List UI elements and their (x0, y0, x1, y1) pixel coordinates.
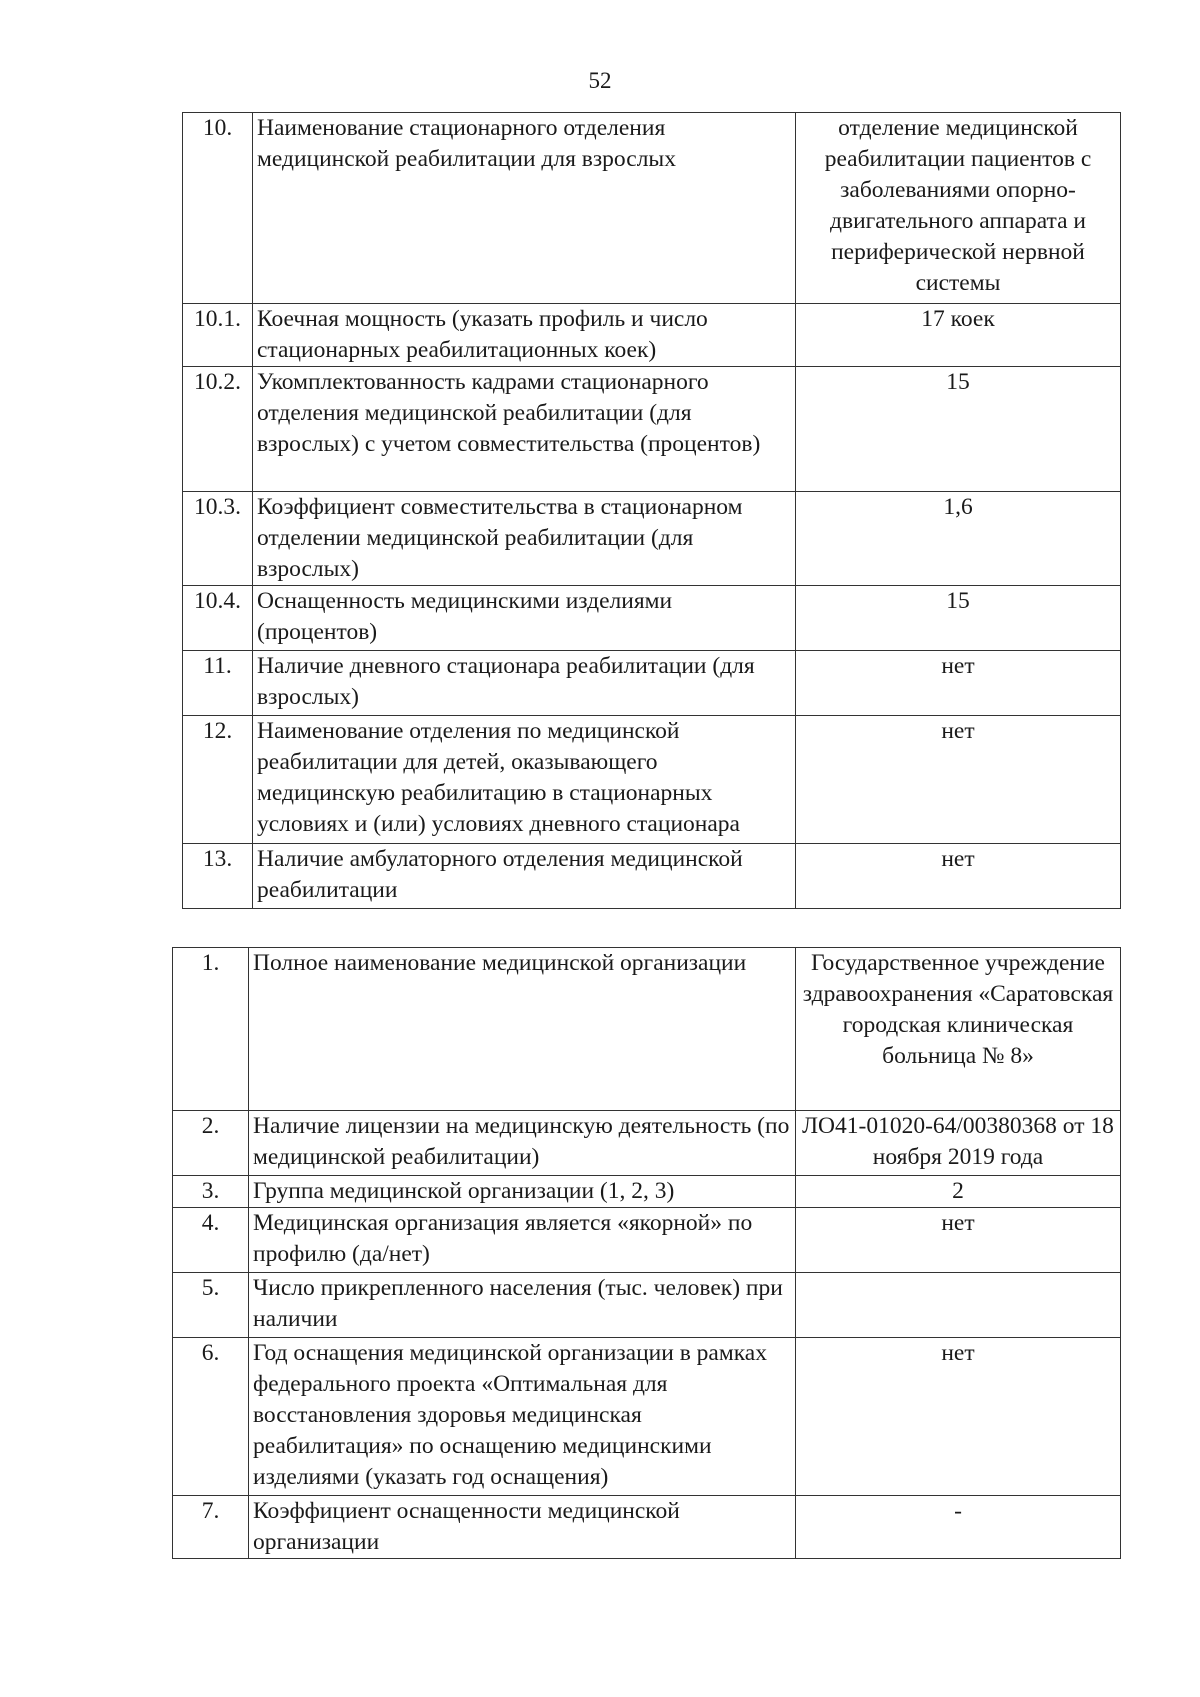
row-value: нет (796, 651, 1121, 716)
table-row (173, 948, 1121, 1111)
row-number: 10.1. (183, 304, 253, 367)
row-label: Укомплектованность кадрами стационарного отделения медицинской реабилитации (для взрослых) с учетом совместительства (процентов) (253, 367, 796, 492)
table-row (173, 1111, 1121, 1176)
table-row (173, 1176, 1121, 1208)
row-value: ЛО41-01020-64/00380368 от 18 ноября 2019 года (796, 1111, 1121, 1176)
row-label: Год оснащения медицинской организации в рамках федерального проекта «Оптимальная для восстановления здоровья медицинская реабилитация» по оснащению медицинскими изделиями (указать год оснащения) (249, 1338, 796, 1496)
row-value: 17 коек (796, 304, 1121, 367)
row-number: 3. (173, 1176, 249, 1208)
row-number: 12. (183, 716, 253, 844)
row-number: 13. (183, 844, 253, 909)
row-value: 2 (796, 1176, 1121, 1208)
page-number: 52 (588, 68, 612, 93)
table-row (173, 1496, 1121, 1559)
row-number: 2. (173, 1111, 249, 1176)
row-number: 11. (183, 651, 253, 716)
table-row (183, 113, 1121, 304)
row-value: нет (796, 716, 1121, 844)
table-row (173, 1273, 1121, 1338)
row-number: 10.4. (183, 586, 253, 651)
row-value: Государственное учреждение здравоохранения «Саратовская городская клиническая больница № 8» (796, 948, 1121, 1111)
row-label: Полное наименование медицинской организации (249, 948, 796, 1111)
row-value: 1,6 (796, 492, 1121, 586)
row-value (796, 1273, 1121, 1338)
row-label: Группа медицинской организации (1, 2, 3) (249, 1176, 796, 1208)
table-row (173, 1208, 1121, 1273)
row-label: Наименование стационарного отделения медицинской реабилитации для взрослых (253, 113, 796, 304)
row-label: Медицинская организация является «якорной» по профилю (да/нет) (249, 1208, 796, 1273)
row-value: 15 (796, 367, 1121, 492)
row-label: Коэффициент совместительства в стационарном отделении медицинской реабилитации (для взрослых) (253, 492, 796, 586)
row-value: отделение медицинской реабилитации пациентов с заболеваниями опорно-двигательного аппарата и периферической нервной системы (796, 113, 1121, 304)
row-label: Наличие лицензии на медицинскую деятельность (по медицинской реабилитации) (249, 1111, 796, 1176)
row-number: 10. (183, 113, 253, 304)
row-value: - (796, 1496, 1121, 1559)
table-row (173, 1338, 1121, 1496)
row-label: Наличие дневного стационара реабилитации (для взрослых) (253, 651, 796, 716)
row-value: нет (796, 1208, 1121, 1273)
table-row (183, 716, 1121, 844)
row-label: Оснащенность медицинскими изделиями (процентов) (253, 586, 796, 651)
row-label: Наименование отделения по медицинской реабилитации для детей, оказывающего медицинскую реабилитацию в стационарных условиях и (или) условиях дневного стационара (253, 716, 796, 844)
row-label: Коэффициент оснащенности медицинской организации (249, 1496, 796, 1559)
table-row (183, 844, 1121, 909)
rehabilitation-department-table (182, 112, 1121, 909)
table-row (183, 586, 1121, 651)
row-number: 4. (173, 1208, 249, 1273)
row-number: 1. (173, 948, 249, 1111)
row-value: нет (796, 844, 1121, 909)
row-label: Наличие амбулаторного отделения медицинской реабилитации (253, 844, 796, 909)
table-row (183, 651, 1121, 716)
row-number: 10.3. (183, 492, 253, 586)
table-row (183, 304, 1121, 367)
row-number: 7. (173, 1496, 249, 1559)
row-value: нет (796, 1338, 1121, 1496)
row-value: 15 (796, 586, 1121, 651)
row-label: Число прикрепленного населения (тыс. человек) при наличии (249, 1273, 796, 1338)
table-row (183, 367, 1121, 492)
row-number: 10.2. (183, 367, 253, 492)
row-number: 6. (173, 1338, 249, 1496)
medical-organization-table (172, 947, 1121, 1559)
table-row (183, 492, 1121, 586)
row-number: 5. (173, 1273, 249, 1338)
row-label: Коечная мощность (указать профиль и число стационарных реабилитационных коек) (253, 304, 796, 367)
